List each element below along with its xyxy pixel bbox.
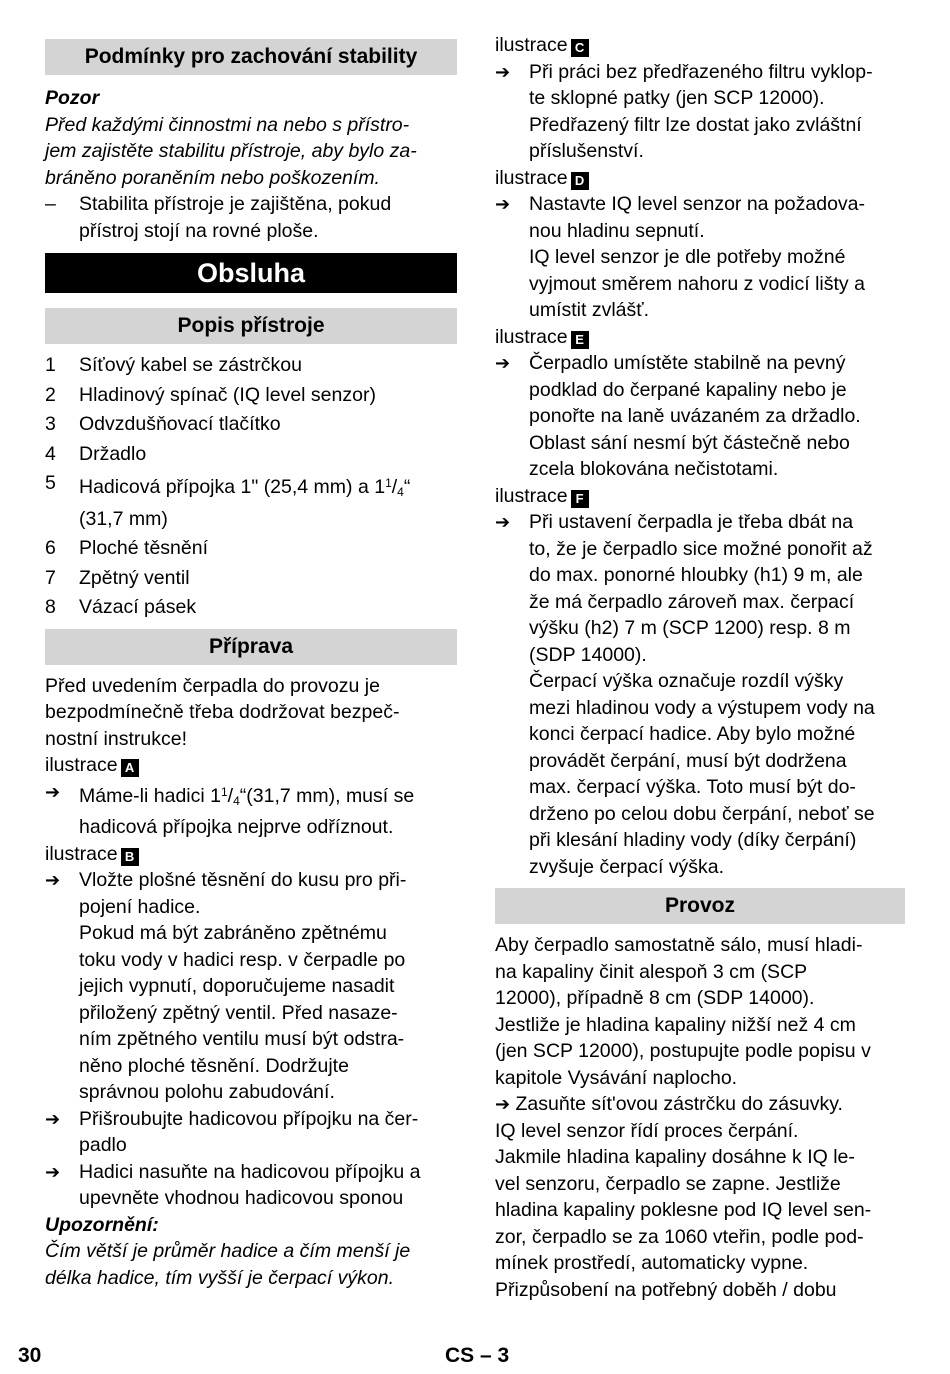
step-d-line: nou hladinu sepnutí. bbox=[529, 219, 705, 242]
step-e-line: Čerpadlo umístěte stabilně na pevný bbox=[529, 352, 846, 374]
step-e-line: ponořte na laně uvázaném za držadlo. bbox=[529, 405, 861, 427]
part-text-cont: (31,7 mm) bbox=[79, 507, 168, 530]
operation-run-heading: Provoz bbox=[495, 888, 905, 924]
step-f-line: (SDP 14000). bbox=[529, 643, 647, 666]
stability-item bbox=[45, 191, 457, 244]
illustration-letter-b: B bbox=[121, 848, 139, 866]
step-hose bbox=[45, 1159, 457, 1212]
step-f-cont-line: Čerpací výška označuje rozdíl výšky bbox=[529, 670, 844, 692]
part-number: 6 bbox=[45, 537, 56, 559]
step-f bbox=[495, 509, 905, 668]
step-e-continuation bbox=[495, 430, 905, 483]
step-e-cont-line: Oblast sání nesmí být částečně nebo bbox=[529, 431, 850, 454]
illustration-letter-e: E bbox=[571, 331, 589, 349]
part-number: 5 bbox=[45, 472, 56, 494]
step-screw bbox=[45, 1106, 457, 1159]
part-text: Hladinový spínač (IQ level senzor) bbox=[79, 383, 376, 406]
illustration-label-e bbox=[495, 324, 905, 351]
illustration-letter-d: D bbox=[571, 172, 589, 190]
illustration-letter-a: A bbox=[121, 759, 139, 777]
step-a bbox=[45, 779, 457, 841]
arrow-icon: ➔ bbox=[45, 781, 61, 802]
step-e bbox=[495, 350, 905, 430]
illustration-label-d bbox=[495, 165, 905, 192]
page-number: 30 bbox=[18, 1344, 42, 1367]
step-a-text: Máme-li hadici 1 bbox=[79, 784, 221, 807]
dash-marker: – bbox=[45, 193, 56, 215]
arrow-icon: ➔ bbox=[495, 61, 511, 82]
step-b-cont-line: Pokud má být zabráněno zpětnému bbox=[79, 922, 387, 944]
prep-intro-2: bezpodmínečně třeba dodržovat bezpeč- bbox=[45, 701, 400, 723]
note-label: Upozornění: bbox=[45, 1213, 159, 1236]
caution-text-2: jem zajistěte stabilitu přístroje, aby bylo za- bbox=[45, 140, 417, 162]
part-text: Odvzdušňovací tlačítko bbox=[79, 413, 281, 435]
step-f-cont-line: max. čerpací výška. Toto musí být do- bbox=[529, 776, 856, 798]
stability-heading: Podmínky pro zachování stability bbox=[45, 39, 457, 75]
illustration-text: ilustrace bbox=[495, 166, 568, 189]
fraction-slash: / bbox=[391, 476, 398, 498]
illustration-letter-c: C bbox=[571, 39, 589, 57]
step-f-line: to, že je čerpadlo sice možné ponořit až bbox=[529, 537, 873, 560]
stability-line-2: přístroj stojí na rovné ploše. bbox=[79, 219, 319, 242]
illustration-text: ilustrace bbox=[495, 325, 568, 348]
arrow-icon: ➔ bbox=[45, 1161, 61, 1182]
illustration-text: ilustrace bbox=[495, 484, 568, 507]
arrow-icon: ➔ bbox=[45, 1108, 61, 1129]
step-f-cont-line: mezi hladinou vody a výstupem vody na bbox=[529, 696, 875, 719]
step-plug bbox=[495, 1091, 905, 1118]
step-d-continuation bbox=[495, 244, 905, 324]
part-text: Ploché těsnění bbox=[79, 537, 209, 559]
step-f-cont-line: konci čerpací hadice. Aby bylo možné bbox=[529, 723, 856, 745]
illustration-letter-f: F bbox=[571, 490, 589, 508]
fraction-numerator: 1 bbox=[220, 784, 228, 799]
step-c-line: Při práci bez předřazeného filtru vyklop- bbox=[529, 60, 873, 83]
step-b-line: pojení hadice. bbox=[79, 895, 201, 918]
step-d-cont-line: IQ level senzor je dle potřeby možné bbox=[529, 246, 846, 268]
part-text: Hadicová přípojka 1" (25,4 mm) a 1 bbox=[79, 476, 386, 498]
language-page-marker: CS – 3 bbox=[445, 1344, 510, 1367]
run-paragraph-line: IQ level senzor řídí proces čerpání. bbox=[495, 1119, 799, 1142]
part-text: Zpětný ventil bbox=[79, 566, 190, 589]
illustration-text: ilustrace bbox=[45, 842, 118, 865]
step-b-cont-line: ním zpětného ventilu musí být odstra- bbox=[79, 1028, 405, 1050]
part-item bbox=[45, 565, 457, 592]
step-screw-line: padlo bbox=[79, 1134, 127, 1156]
right-column bbox=[495, 32, 905, 1303]
step-b-continuation bbox=[45, 920, 457, 1106]
part-number: 3 bbox=[45, 413, 56, 435]
illustration-text: ilustrace bbox=[45, 754, 118, 776]
illustration-text: ilustrace bbox=[495, 34, 568, 56]
run-paragraph-line: kapitole Vysávání naplocho. bbox=[495, 1066, 738, 1089]
step-f-line: že má čerpadlo zároveň max. čerpací bbox=[529, 590, 855, 613]
part-number: 2 bbox=[45, 383, 56, 406]
caution-text-3: bráněno poraněním nebo poškozením. bbox=[45, 166, 380, 189]
fraction-denominator: 4 bbox=[397, 485, 404, 499]
run-paragraph-line: Přizpůsobení na potřebný doběh / dobu bbox=[495, 1278, 837, 1301]
operation-heading: Obsluha bbox=[45, 253, 457, 293]
arrow-icon: ➔ bbox=[495, 194, 511, 214]
part-item bbox=[45, 411, 457, 438]
step-b-cont-line: správnou polohu zabudování. bbox=[79, 1081, 335, 1103]
run-paragraph-line: mínek prostředí, automaticky vypne. bbox=[495, 1252, 809, 1274]
step-b-cont-line: něno ploché těsnění. Dodržujte bbox=[79, 1054, 349, 1077]
left-column bbox=[45, 34, 457, 1291]
step-f-cont-line: provádět čerpání, musí být dodržena bbox=[529, 749, 847, 772]
step-e-cont-line: zcela blokována nečistotami. bbox=[529, 458, 779, 480]
step-f-cont-line: drženo po celou dobu čerpání, neboť se bbox=[529, 802, 875, 825]
part-item bbox=[45, 535, 457, 562]
run-paragraph-line: zor, čerpadlo se za 1060 vteřin, podle pod- bbox=[495, 1225, 864, 1248]
arrow-icon: ➔ bbox=[495, 353, 511, 373]
step-hose-line: upevněte vhodnou hadicovou sponou bbox=[79, 1187, 404, 1209]
caution-label: Pozor bbox=[45, 87, 100, 109]
part-text: Držadlo bbox=[79, 442, 147, 465]
arrow-icon: ➔ bbox=[495, 1094, 511, 1114]
arrow-icon: ➔ bbox=[45, 870, 61, 890]
step-d-cont-line: vyjmout směrem nahoru z vodicí lišty a bbox=[529, 272, 865, 295]
description-heading: Popis přístroje bbox=[45, 308, 457, 344]
illustration-label-b bbox=[45, 841, 457, 868]
part-number: 1 bbox=[45, 354, 56, 376]
step-c-continuation bbox=[495, 112, 905, 165]
part-number: 4 bbox=[45, 442, 56, 465]
arrow-icon: ➔ bbox=[495, 512, 511, 532]
run-paragraph-line: na kapaliny činit alespoň 3 cm (SCP bbox=[495, 960, 808, 983]
stability-line-1: Stabilita přístroje je zajištěna, pokud bbox=[79, 193, 392, 215]
preparation-heading: Příprava bbox=[45, 629, 457, 665]
step-a-line-2: hadicová přípojka nejprve odříznout. bbox=[79, 816, 394, 838]
caution-text-1: Před každými činnostmi na nebo s přístro- bbox=[45, 113, 410, 136]
step-b bbox=[45, 867, 457, 920]
fraction-denominator: 4 bbox=[233, 793, 240, 808]
step-f-cont-line: zvyšuje čerpací výška. bbox=[529, 855, 725, 878]
step-f-line: Při ustavení čerpadla je třeba dbát na bbox=[529, 511, 854, 533]
step-b-line: Vložte plošné těsnění do kusu pro při- bbox=[79, 869, 407, 891]
part-item bbox=[45, 382, 457, 409]
step-c-line: te sklopné patky (jen SCP 12000). bbox=[529, 87, 825, 109]
step-c-cont-line: Předřazený filtr lze dostat jako zvláštní bbox=[529, 113, 862, 136]
run-paragraph-line: Aby čerpadlo samostatně sálo, musí hladi- bbox=[495, 934, 863, 956]
fraction-numerator: 1 bbox=[385, 476, 392, 490]
step-f-cont-line: při klesání hladiny vody (díky čerpání) bbox=[529, 829, 857, 851]
step-b-cont-line: přiložený zpětný ventil. Před nasaze- bbox=[79, 1001, 398, 1024]
step-f-line: výšku (h2) 7 m (SCP 1200) resp. 8 m bbox=[529, 617, 851, 639]
quote-mark: “ bbox=[403, 476, 411, 498]
step-c-cont-line: příslušenství. bbox=[529, 140, 644, 162]
run-paragraph-line: Jakmile hladina kapaliny dosáhne k IQ le- bbox=[495, 1146, 855, 1168]
part-number: 8 bbox=[45, 596, 56, 618]
step-e-line: podklad do čerpané kapaliny nebo je bbox=[529, 378, 847, 401]
illustration-label-f bbox=[495, 483, 905, 510]
part-item bbox=[45, 470, 457, 532]
illustration-label-a bbox=[45, 752, 457, 779]
run-paragraph-line: 12000), případně 8 cm (SDP 14000). bbox=[495, 987, 815, 1009]
run-paragraph-line: (jen SCP 12000), postupujte podle popisu v bbox=[495, 1040, 871, 1062]
step-hose-line: Hadici nasuňte na hadicovou přípojku a bbox=[79, 1160, 421, 1183]
note-line-1: Čím větší je průměr hadice a čím menší je bbox=[45, 1240, 411, 1262]
step-plug-text: Zasuňte sít'ovou zástrčku do zásuvky. bbox=[515, 1093, 843, 1115]
part-item bbox=[45, 441, 457, 468]
run-paragraph-line: vel senzoru, čerpadlo se zapne. Jestliže bbox=[495, 1172, 841, 1195]
prep-intro-1: Před uvedením čerpadla do provozu je bbox=[45, 674, 380, 697]
note-line-2: délka hadice, tím vyšší je čerpací výkon. bbox=[45, 1266, 394, 1289]
part-number: 7 bbox=[45, 566, 56, 589]
step-f-continuation bbox=[495, 668, 905, 880]
step-a-text-end: “(31,7 mm), musí se bbox=[239, 784, 415, 807]
step-d bbox=[495, 191, 905, 244]
step-b-cont-line: toku vody v hadici resp. v čerpadle po bbox=[79, 948, 406, 971]
run-paragraph-line: hladina kapaliny poklesne pod IQ level sen- bbox=[495, 1199, 872, 1221]
part-item bbox=[45, 594, 457, 621]
step-c bbox=[495, 59, 905, 112]
step-d-cont-line: umístit zvlášť. bbox=[529, 299, 649, 321]
step-d-line: Nastavte IQ level senzor na požadova- bbox=[529, 193, 866, 215]
part-item bbox=[45, 352, 457, 379]
step-f-line: do max. ponorné hloubky (h1) 9 m, ale bbox=[529, 564, 863, 586]
part-text: Síťový kabel se zástrčkou bbox=[79, 354, 302, 376]
step-screw-line: Přišroubujte hadicovou přípojku na čer- bbox=[79, 1107, 419, 1130]
illustration-label-c bbox=[495, 32, 905, 59]
fraction-slash: / bbox=[227, 784, 234, 807]
run-paragraph-line: Jestliže je hladina kapaliny nižší než 4 cm bbox=[495, 1013, 856, 1036]
step-b-cont-line: jejich vypnutí, doporučujeme nasadit bbox=[79, 975, 395, 997]
part-text: Vázací pásek bbox=[79, 596, 197, 618]
prep-intro-3: nostní instrukce! bbox=[45, 727, 187, 750]
